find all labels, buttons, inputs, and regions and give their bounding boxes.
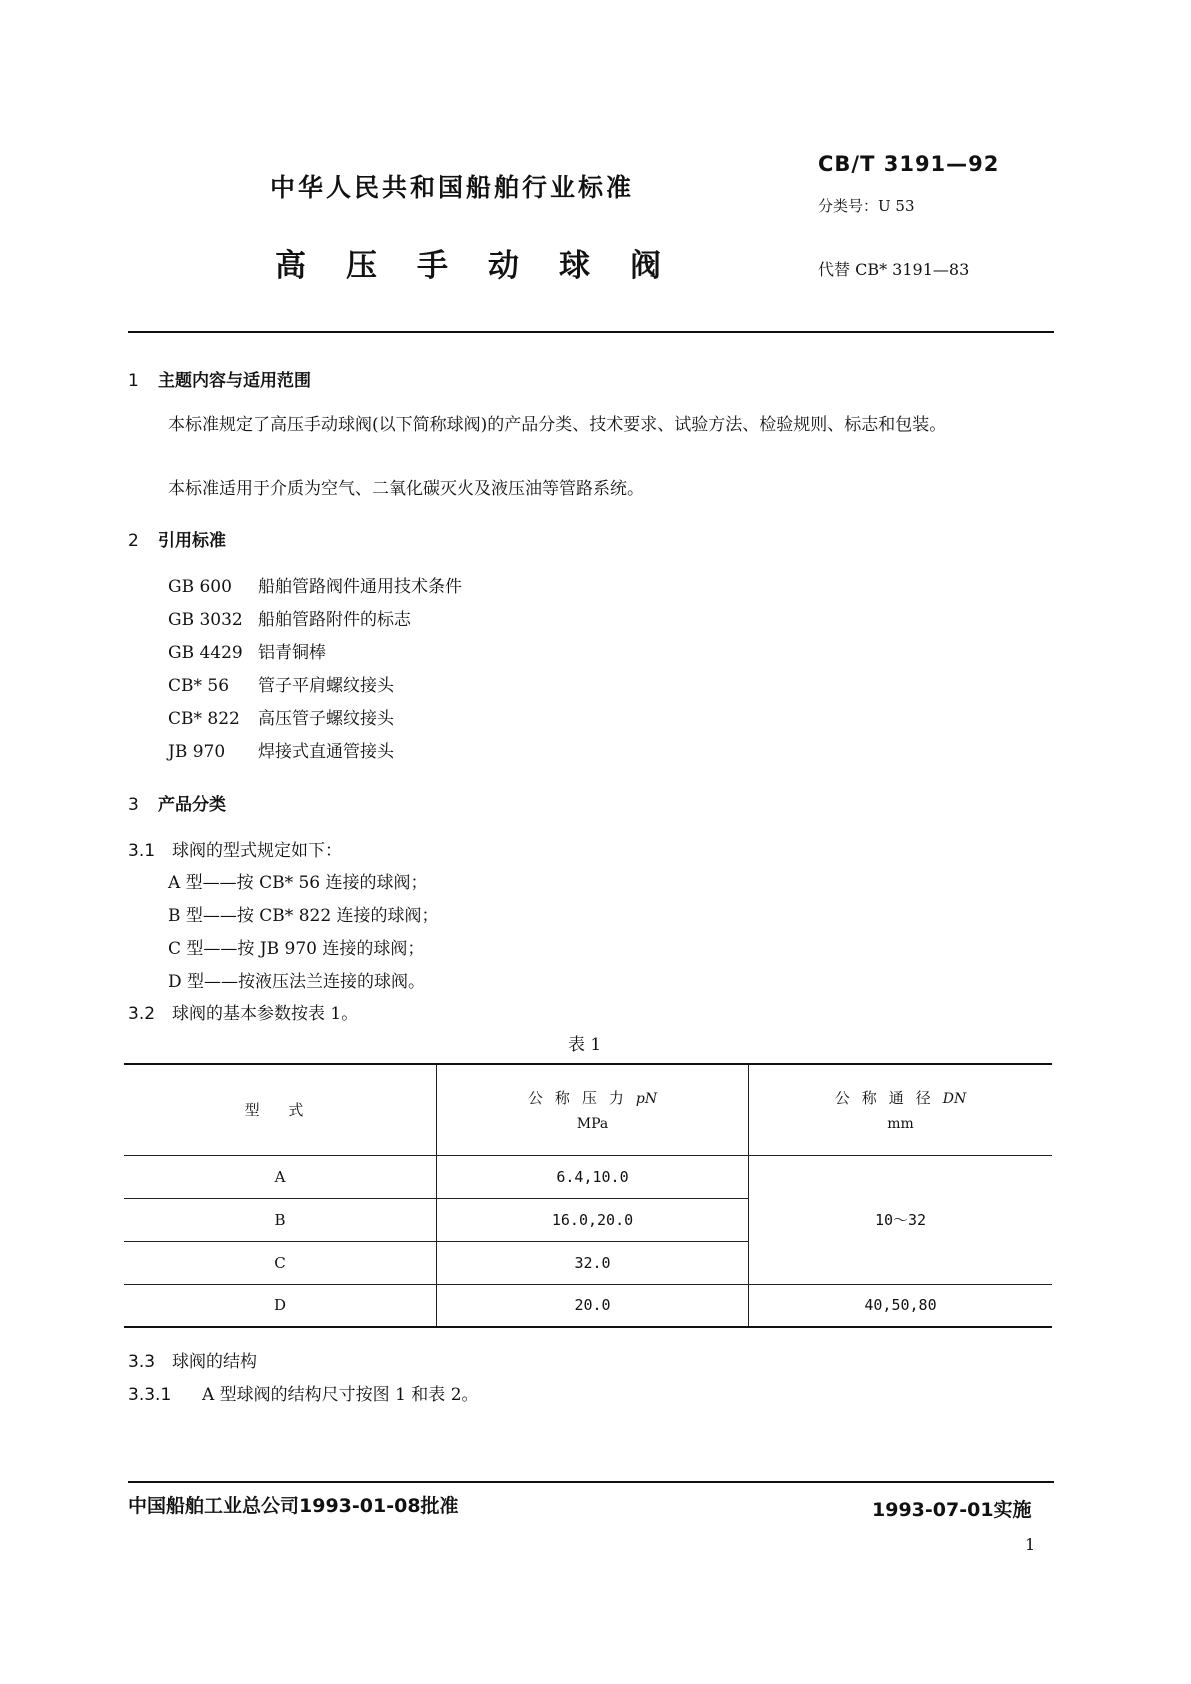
section-number: 3 xyxy=(128,795,139,815)
document-title: 高压手动球阀 xyxy=(275,248,701,284)
clause-3-3 xyxy=(128,1347,257,1372)
reference-code: CB* 822 xyxy=(168,709,240,729)
section-title: 产品分类 xyxy=(158,795,226,815)
reference-item xyxy=(168,605,411,630)
replaces-standard: 代替 CB* 3191—83 xyxy=(818,260,970,279)
type-item: A 型——按 CB* 56 连接的球阀； xyxy=(168,873,428,893)
section-3-heading xyxy=(128,790,226,815)
reference-title: 管子平肩螺纹接头 xyxy=(258,676,394,696)
table-row xyxy=(124,1155,1052,1198)
header-divider xyxy=(128,331,1054,333)
classification-number: 分类号：U 53 xyxy=(818,197,915,215)
section-number: 1 xyxy=(128,371,139,391)
page-number: 1 xyxy=(1025,1535,1036,1554)
parameters-table xyxy=(124,1063,1052,1328)
pressure-unit: MPa xyxy=(576,1116,609,1133)
cell-type: C xyxy=(274,1253,286,1272)
reference-code: CB* 56 xyxy=(168,676,230,696)
clause-text: 球阀的基本参数按表 1。 xyxy=(172,1004,359,1024)
reference-title: 焊接式直通管接头 xyxy=(258,742,394,762)
type-item: C 型——按 JB 970 连接的球阀； xyxy=(168,939,425,959)
approval-note: 中国船舶工业总公司1993-01-08批准 xyxy=(128,1495,459,1517)
reference-item xyxy=(168,572,462,597)
table-title: 表 1 xyxy=(568,1035,602,1055)
section-number: 2 xyxy=(128,531,139,551)
reference-code: GB 600 xyxy=(168,577,232,597)
clause-number: 3.2 xyxy=(128,1004,156,1024)
cell-pressure: 16.0,20.0 xyxy=(437,1198,749,1241)
reference-item xyxy=(168,704,394,729)
clause-3-1 xyxy=(128,836,342,861)
section-1-paragraph-1: 本标准规定了高压手动球阀(以下简称球阀)的产品分类、技术要求、试验方法、检验规则、标志和包装。 xyxy=(168,415,947,435)
effective-date: 1993-07-01实施 xyxy=(872,1499,1032,1521)
diameter-label: 公称通径 xyxy=(834,1089,943,1108)
cell-type: A xyxy=(274,1167,286,1186)
pressure-symbol: pN xyxy=(635,1091,658,1108)
section-1-heading xyxy=(128,366,311,391)
section-title: 引用标准 xyxy=(158,531,226,551)
reference-code: GB 3032 xyxy=(168,610,243,630)
clause-text: A 型球阀的结构尺寸按图 1 和表 2。 xyxy=(202,1385,479,1405)
reference-title: 船舶管路阀件通用技术条件 xyxy=(258,577,462,597)
clause-number: 3.3.1 xyxy=(128,1385,172,1405)
cell-diameter: 40,50,80 xyxy=(749,1284,1053,1327)
reference-title: 铝青铜棒 xyxy=(258,643,326,663)
clause-3-3-1 xyxy=(128,1380,479,1405)
cell-type: B xyxy=(274,1210,286,1229)
header-type: 型 式 xyxy=(244,1101,316,1120)
type-item: B 型——按 CB* 822 连接的球阀； xyxy=(168,906,439,926)
footer-divider xyxy=(128,1481,1054,1483)
cell-pressure: 32.0 xyxy=(437,1241,749,1284)
section-1-paragraph-2: 本标准适用于介质为空气、二氧化碳灭火及液压油等管路系统。 xyxy=(168,479,644,499)
clause-text: 球阀的型式规定如下： xyxy=(172,841,342,861)
reference-title: 高压管子螺纹接头 xyxy=(258,709,394,729)
clause-number: 3.3 xyxy=(128,1352,156,1372)
section-2-heading xyxy=(128,526,226,551)
standard-title: 中华人民共和国船舶行业标准 xyxy=(270,173,635,202)
cell-pressure: 6.4,10.0 xyxy=(437,1155,749,1198)
pressure-label: 公称压力 xyxy=(527,1089,636,1108)
table-header-row xyxy=(124,1064,1052,1155)
type-item: D 型——按液压法兰连接的球阀。 xyxy=(168,972,426,992)
diameter-unit: mm xyxy=(887,1116,914,1133)
reference-item xyxy=(168,737,394,762)
reference-item xyxy=(168,638,326,663)
clause-number: 3.1 xyxy=(128,841,156,861)
cell-diameter: 10～32 xyxy=(749,1155,1053,1284)
diameter-symbol: DN xyxy=(942,1091,967,1108)
section-title: 主题内容与适用范围 xyxy=(158,371,311,391)
cell-pressure: 20.0 xyxy=(437,1284,749,1327)
standard-code: CB/T 3191—92 xyxy=(818,152,1000,176)
reference-code: JB 970 xyxy=(168,742,226,762)
reference-title: 船舶管路附件的标志 xyxy=(258,610,411,630)
table-row xyxy=(124,1284,1052,1327)
header-diameter xyxy=(749,1064,1053,1155)
header-pressure xyxy=(437,1064,749,1155)
clause-3-2 xyxy=(128,999,358,1024)
reference-code: GB 4429 xyxy=(168,643,243,663)
cell-type: D xyxy=(273,1296,287,1315)
reference-item xyxy=(168,671,394,696)
clause-text: 球阀的结构 xyxy=(172,1352,257,1372)
